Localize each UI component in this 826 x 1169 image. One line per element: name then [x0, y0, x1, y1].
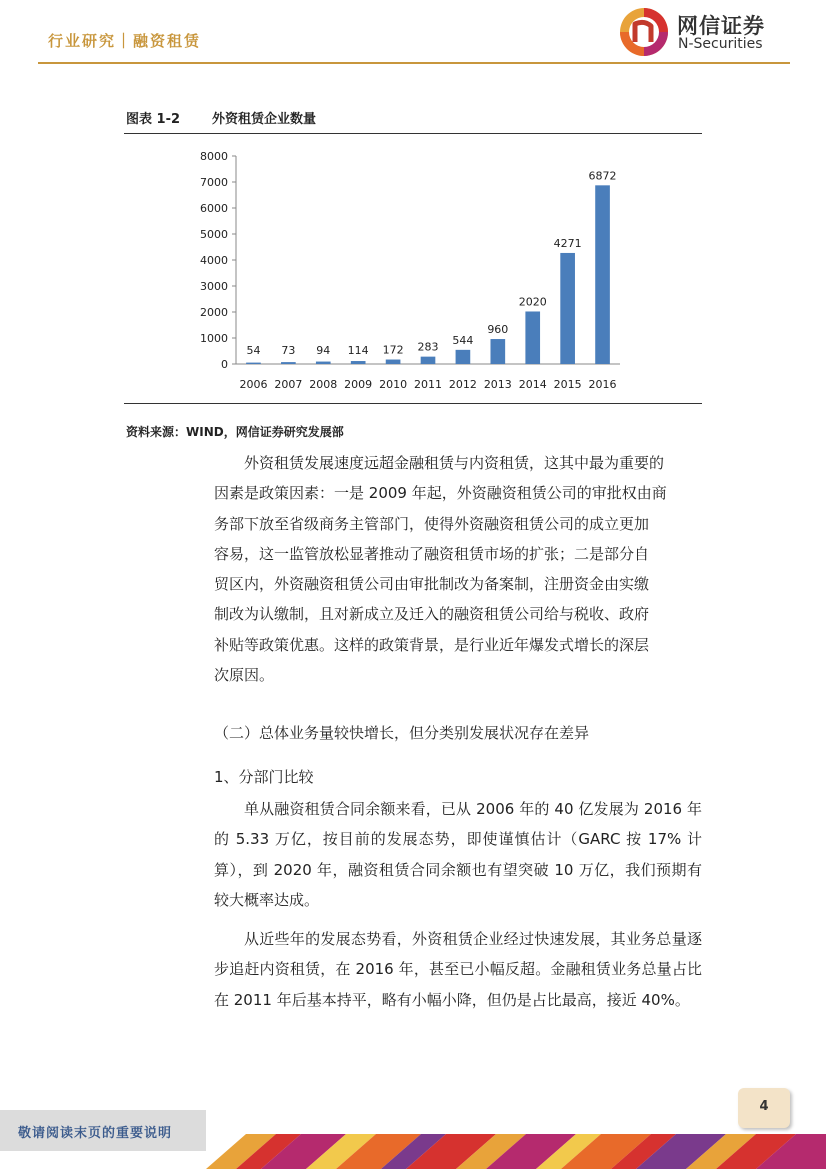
bar-data-label: 114 [347, 344, 369, 357]
y-tick-label: 8000 [200, 150, 228, 163]
y-tick-label: 1000 [200, 332, 228, 345]
bar-data-label: 172 [382, 343, 404, 357]
paragraph-line: 制改为认缴制，且对新成立及迁入的融资租赁公司给与税收、政府 [214, 605, 650, 624]
logo-chinese-name: 网信证券 [677, 14, 765, 38]
x-tick-label: 2012 [448, 378, 477, 391]
page-number: 4 [759, 1099, 769, 1114]
x-tick-label: 2011 [414, 378, 442, 391]
logo-english-name: N-Securities [678, 36, 763, 52]
bar-data-label: 283 [417, 340, 439, 354]
n-securities-logo-icon [618, 6, 670, 58]
y-tick-label: 6000 [200, 202, 228, 215]
figure-source: 资料来源：WIND，网信证券研究发展部 [126, 425, 344, 439]
footer-disclaimer-text: 敬请阅读末页的重要说明 [18, 1126, 173, 1141]
x-tick-label: 2010 [379, 378, 408, 391]
bar-data-label: 94 [316, 344, 331, 357]
paragraph-business-share: 从近些年的发展态势看，外资租赁企业经过快速发展，其业务总量逐步追赶内资租赁，在 2016 年，甚至已小幅反超。金融租赁业务总量占比在 2011 年后基本持平，略有小幅小降，但仍是占比最高，接近 40%。 [214, 930, 702, 1009]
x-tick-label: 2007 [274, 378, 303, 391]
footer-decorative-stripes [206, 1134, 826, 1169]
subsection-heading: 1、分部门比较 [214, 768, 314, 786]
bar-data-label: 73 [281, 344, 296, 357]
x-tick-label: 2006 [239, 378, 268, 391]
bar [595, 185, 610, 364]
bar [560, 253, 575, 364]
paragraph-contract-balance: 单从融资租赁合同余额来看，已从 2006 年的 40 亿发展为 2016 年的 5.33 万亿，按目前的发展态势，即使谨慎估计（GARC 按 17% 计算），到 2020 年，融资租赁合同余额也有望突破 10 万亿，我们预期有较大概率达成。 [214, 800, 702, 909]
x-tick-label: 2016 [588, 378, 617, 391]
y-tick-label: 2000 [200, 306, 228, 319]
header-rule [38, 62, 790, 64]
bar-data-label: 4271 [553, 236, 582, 250]
bar-data-label: 960 [487, 323, 509, 337]
bar [490, 339, 505, 364]
paragraph-line: 补贴等政策优惠。这样的政策背景，是行业近年爆发式增长的深层 [214, 635, 650, 654]
section-heading: （二）总体业务量较快增长，但分类别发展状况存在差异 [214, 724, 590, 742]
paragraph-policy-factors [214, 448, 702, 690]
bar [421, 357, 436, 364]
paragraph-line: 次原因。 [214, 666, 275, 685]
paragraph-line: 外资租赁发展速度远超金融租赁与内资租赁，这其中最为重要的 [244, 454, 665, 472]
paragraph-line: 容易，这一监管放松显著推动了融资租赁市场的扩张；二是部分自 [214, 544, 650, 563]
y-tick-label: 7000 [200, 176, 228, 189]
bar-data-label: 2020 [518, 295, 547, 309]
bar [351, 361, 366, 364]
bar-chart [124, 140, 702, 402]
figure-bottom-rule [124, 403, 702, 404]
x-tick-label: 2015 [553, 378, 582, 391]
bar-data-label: 6872 [588, 169, 617, 183]
paragraph-line: 务部下放至省级商务主管部门，使得外资融资租赁公司的成立更加 [214, 514, 650, 533]
y-tick-label: 3000 [200, 280, 228, 293]
bar [386, 360, 401, 364]
bar [281, 362, 296, 364]
bar [525, 311, 540, 364]
figure-label: 图表 1-2 [126, 112, 181, 127]
bar [246, 363, 261, 364]
figure-title: 外资租赁企业数量 [212, 112, 317, 127]
paragraph-line: 贸区内，外资融资租赁公司由审批制改为备案制，注册资金由实缴 [214, 575, 650, 594]
bar [456, 350, 471, 364]
paragraph-line: 因素是政策因素：一是 2009 年起，外资融资租赁公司的审批权由商 [214, 484, 667, 503]
x-tick-label: 2013 [483, 378, 512, 391]
y-tick-label: 4000 [200, 254, 228, 267]
y-tick-label: 5000 [200, 228, 228, 241]
page-number-box [738, 1088, 790, 1128]
x-tick-label: 2009 [344, 378, 373, 391]
figure-top-rule [124, 133, 702, 134]
header-section-title: 行业研究｜融资租赁 [48, 32, 202, 50]
x-tick-label: 2008 [309, 378, 338, 391]
y-tick-label: 0 [221, 358, 228, 371]
footer-disclaimer-note [0, 1110, 206, 1151]
bar-data-label: 544 [452, 333, 474, 347]
bar-data-label: 54 [246, 344, 261, 357]
x-tick-label: 2014 [518, 378, 547, 391]
bar [316, 362, 331, 364]
